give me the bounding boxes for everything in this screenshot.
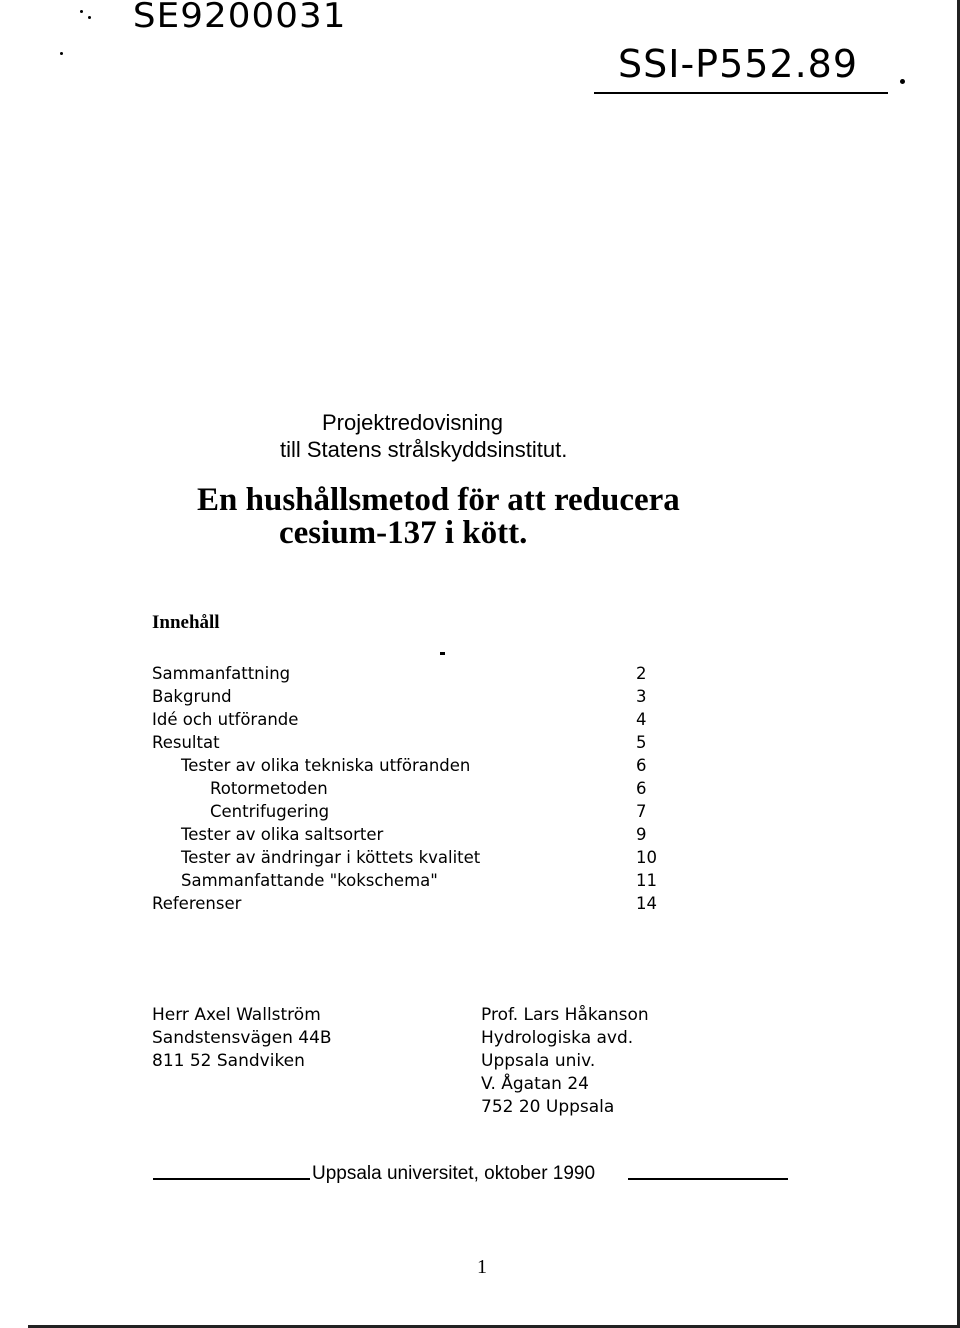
toc-entry-label: Idé och utförande [152, 710, 299, 729]
toc-entry-page: 6 [636, 756, 647, 775]
toc-entry-page: 6 [636, 779, 647, 798]
scan-speck [80, 10, 83, 13]
toc-entry-page: 3 [636, 687, 647, 706]
toc-entry-label: Rotormetoden [210, 779, 328, 798]
toc-entry-label: Bakgrund [152, 687, 232, 706]
toc-entry-page: 5 [636, 733, 647, 752]
toc-entry-page: 9 [636, 825, 647, 844]
toc-heading: Innehåll [152, 612, 220, 633]
author-left-street: Sandstensvägen 44B [152, 1028, 332, 1048]
toc-entry-page: 4 [636, 710, 647, 729]
author-left-name: Herr Axel Wallström [152, 1005, 321, 1025]
report-type: Projektredovisning [322, 410, 503, 435]
page-number: 1 [477, 1256, 487, 1278]
toc-entry-label: Sammanfattande "kokschema" [181, 871, 438, 890]
document-title-line2: cesium-137 i kött. [279, 515, 528, 551]
document-title-line1: En hushållsmetod för att reducera [197, 482, 680, 518]
toc-entry-label: Sammanfattning [152, 664, 291, 683]
report-number-underline [594, 92, 888, 94]
author-left-city: 811 52 Sandviken [152, 1051, 305, 1071]
toc-entry-page: 10 [636, 848, 657, 867]
toc-entry-page: 11 [636, 871, 657, 890]
scan-speck [88, 16, 91, 19]
author-right-university: Uppsala univ. [481, 1051, 596, 1071]
footer-institution-date: Uppsala universitet, oktober 1990 [312, 1163, 596, 1184]
author-right-department: Hydrologiska avd. [481, 1028, 634, 1048]
author-right-city: 752 20 Uppsala [481, 1097, 615, 1117]
toc-entry-page: 14 [636, 894, 657, 913]
toc-entry-page: 2 [636, 664, 647, 683]
report-number-handwritten: SSI-P552.89 [618, 42, 859, 86]
toc-entry-label: Tester av ändringar i köttets kvalitet [181, 848, 481, 867]
toc-entry-label: Referenser [152, 894, 242, 913]
scan-speck [900, 79, 905, 84]
toc-entry-label: Resultat [152, 733, 220, 752]
toc-entry-label: Tester av olika saltsorter [181, 825, 384, 844]
scan-mark [440, 652, 445, 655]
report-recipient: till Statens strålskyddsinstitut. [280, 437, 568, 462]
scan-speck [60, 52, 63, 55]
toc-entry-label: Centrifugering [210, 802, 330, 821]
archive-code-handwritten: SE9200031 [132, 0, 347, 36]
footer-rule-left [153, 1178, 310, 1180]
author-right-name: Prof. Lars Håkanson [481, 1005, 649, 1025]
toc-entry-page: 7 [636, 802, 647, 821]
author-right-street: V. Ågatan 24 [481, 1074, 589, 1094]
footer-rule-right [628, 1178, 788, 1180]
toc-entry-label: Tester av olika tekniska utföranden [181, 756, 471, 775]
